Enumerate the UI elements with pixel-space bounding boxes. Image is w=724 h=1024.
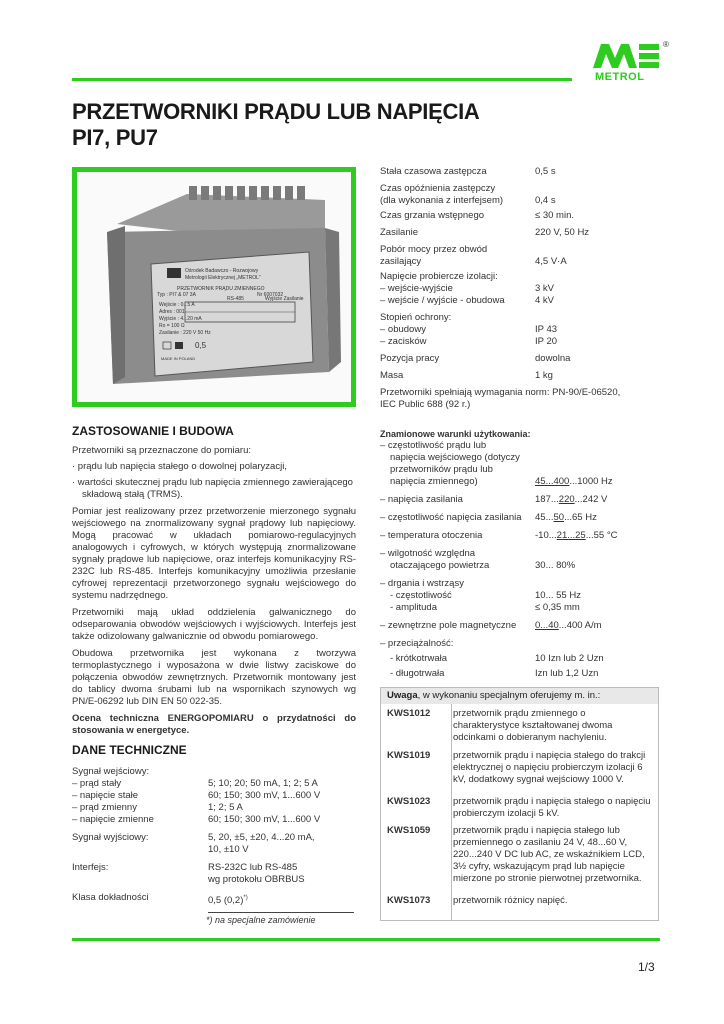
page-title: PRZETWORNIKI PRĄDU LUB NAPIĘCIA PI7, PU7 (72, 99, 480, 150)
label-line10: Zasilanie : 220 V 50 Hz (159, 330, 211, 336)
intro-text: Przetworniki są przeznaczone do pomiaru: (72, 445, 252, 456)
spec-row: (dla wykonania z interfejsem) 0,4 s (380, 195, 556, 206)
paragraph-housing: Obudowa przetwornika jest wykonana z tworzywa termoplastycznego i wyposażona w dwie listwy zaciskowe do połączenia obwodów zewnętrznych. Przetwornik montowany jest do tablicy dwoma śrubami lub na wspornikach szynowych wg PN/E-06292 lub DIN EN 50 022-35. (72, 648, 356, 707)
logo-text: METROL (595, 71, 645, 83)
conditions-title: Znamionowe warunki użytkowania: (380, 429, 531, 439)
page-number: 1/3 (638, 960, 655, 974)
cond-row: – napięcia zasilania 187...220...242 V (380, 494, 608, 505)
spec-row: – prąd zmienny 1; 2; 5 A (72, 802, 243, 813)
device-illustration (77, 172, 351, 402)
norms-line: Przetworniki spełniają wymagania norm: PN-90/E-06520, (380, 387, 621, 398)
spec-row: Klasa dokładności 0,5 (0,2)*) (72, 892, 248, 907)
cond-row: – zewnętrzne pole magnetyczne 0...40...400 A/m (380, 620, 602, 631)
cond-row: – przeciążalność: (380, 638, 454, 649)
cond-row: napięcia wejściowego (dotyczy (390, 452, 520, 463)
top-rule (72, 78, 572, 81)
spec-row: Pozycja pracy dowolna (380, 353, 571, 364)
cond-row: - amplituda ≤ 0,35 mm (390, 602, 580, 613)
section-title-application: ZASTOSOWANIE I BUDOWA (72, 424, 234, 438)
label-line2: Metrologii Elektrycznej „METROL” (185, 275, 261, 281)
spec-row: Stała czasowa zastępcza 0,5 s (380, 166, 556, 177)
label-line14: MADE IN POLAND (161, 356, 196, 361)
cond-row: – temperatura otoczenia -10...21...25...55 °C (380, 530, 618, 541)
note-header: Uwaga, w wykonaniu specjalnym oferujemy m. in.: (381, 688, 658, 704)
label-line1: Ośrodek Badawczo - Rozwojowy (185, 268, 259, 274)
spec-row: – zacisków IP 20 (380, 336, 558, 347)
label-line12: Wyjście Zasilanie (265, 296, 304, 302)
paragraph-measurement: Pomiar jest realizowany przez przetworzenie mierzonego sygnału wejściowego na znormalizowany sygnał prądowy lub napięciowy. Mogą pracować w układach pomiarowo-regulacyjnych analogowych i cyfrowych, w których występują znormalizowane sygnały prądowe lub napięciowe, oraz interfejs komunikacyjny RS-232C lub RS-485. Interfejs komunikacyjny umożliwia przesłanie cyfrowej reprezentacji przetworzonego sygnału wejściowego do systemu nadrzędnego. (72, 506, 356, 601)
spec-row: Napięcie probiercze izolacji: (380, 271, 498, 282)
spec-row: Sygnał wyjściowy: 5, 20, ±5, ±20, 4...20 mA, (72, 832, 315, 843)
cond-row: - krótkotrwała 10 Izn lub 2 Uzn (390, 653, 604, 664)
spec-row: – wejście-wyjście 3 kV (380, 283, 555, 294)
special-versions-box (380, 687, 659, 921)
footnote-rule (208, 912, 354, 913)
section-title-specs: DANE TECHNICZNE (72, 743, 187, 757)
note-item: KWS1023 przetwornik prądu i napięcia stałego o napięciu probierczym izolacji 5 kV. (387, 796, 651, 819)
label-line7: Adres : 001 (159, 309, 185, 315)
cond-row: – częstotliwość napięcia zasilania 45...50...65 Hz (380, 512, 597, 523)
label-line6: Wejście : 0...5 A (159, 302, 195, 308)
cond-row: – częstotliwość prądu lub (380, 440, 487, 451)
right-specs (380, 166, 660, 411)
device-photo (72, 167, 356, 407)
note-item: KWS1073 przetwornik różnicy napięć. (387, 895, 568, 906)
spec-row: Zasilanie 220 V, 50 Hz (380, 227, 590, 238)
spec-row: Czas opóźnienia zastępczy (380, 183, 496, 194)
spec-row: Pobór mocy przez obwód (380, 244, 488, 255)
cond-row: – wilgotność względna (380, 548, 476, 559)
bullet-trms-2: składową stałą (TRMS). (82, 489, 183, 500)
spec-row: Czas grzania wstępnego ≤ 30 min. (380, 210, 575, 221)
label-line11: RS-485 (227, 296, 244, 302)
cond-row: - długotrwała Izn lub 1,2 Uzn (390, 668, 599, 679)
bullet-dc: · prądu lub napięcia stałego o dowolnej polaryzacji, (72, 461, 287, 472)
note-item: KWS1019 przetwornik prądu i napięcia stałego do trakcji elektrycznej o napięciu probierczym izolacji 6 kV, dodatkowy sygnał wejściowy 1000 V. (387, 750, 646, 785)
spec-row: – wejście / wyjście - obudowa 4 kV (380, 295, 555, 306)
cond-row: – drgania i wstrząsy (380, 578, 464, 589)
spec-row: 10, ±10 V (208, 844, 249, 855)
label-line4: Typ : PI7 & 07 3A (157, 292, 196, 298)
note-item: KWS1012 przetwornik prądu zmiennego o charakterystyce kształtowanej dwoma odcinkami o dobieranym nachyleniu. (387, 708, 613, 743)
note-item: KWS1059 przetwornik prądu i napięcia stałego lub przemiennego o zasilaniu 24 V, 48...60 V, 220...240 V DC lub AC, ze wskaźnikiem LCD, 3½ cyfry, wskazującym prąd lub napięcie mierzone po stronie pierwotnej przetwornika. (387, 825, 645, 884)
spec-row: wg protokołu OBRBUS (208, 874, 305, 885)
paragraph-energopomiar: Ocena techniczna ENERGOPOMIARU o przydatności do stosowania w energetyce. (72, 713, 356, 736)
footnote: *) na specjalne zamówienie (206, 915, 316, 925)
cond-row: otaczającego powietrza 30... 80% (390, 560, 576, 571)
spec-row: Stopień ochrony: (380, 312, 452, 323)
spec-row: – napięcie stałe 60; 150; 300 mV, 1...600 V (72, 790, 321, 801)
cond-row: - częstotliwość 10... 55 Hz (390, 590, 581, 601)
spec-row: zasilający 4,5 V·A (380, 256, 567, 267)
conditions (380, 428, 660, 680)
paragraph-isolation: Przetworniki mają układ oddzielenia galwanicznego do odseparowania obwodów wejściowych i wyjściowych. Interfejs jest także odizolowany galwanicznie od obwodu pomiarowego. (72, 607, 356, 642)
label-line8: Wyjście : 4...20 mA (159, 316, 202, 322)
norms-line: IEC Public 688 (92 r.) (380, 399, 471, 410)
tech-data (72, 766, 356, 907)
registered-mark: ® (663, 40, 669, 49)
label-line5: Nr 6007032 (257, 292, 284, 298)
bottom-rule (72, 938, 660, 941)
label-line9: Ro = 100 Ω (159, 323, 185, 329)
spec-row: Interfejs: RS-232C lub RS-485 (72, 862, 298, 873)
label-line13: 0,5 (195, 341, 207, 350)
label-line3: PRZETWORNIK PRĄDU ZMIENNEGO (177, 286, 265, 292)
cond-row: napięcia zmiennego) 45...400...1000 Hz (390, 476, 613, 487)
bullet-trms-1: · wartości skutecznej prądu lub napięcia zmiennego zawierającego (72, 477, 353, 488)
application-body (72, 445, 356, 757)
input-signal-label: Sygnał wejściowy: (72, 766, 150, 777)
section-application (72, 424, 356, 438)
spec-row: – napięcie zmienne 60; 150; 300 mV, 1...600 V (72, 814, 321, 825)
spec-row: – prąd stały 5; 10; 20; 50 mA, 1; 2; 5 A (72, 778, 318, 789)
cond-row: przetworników prądu lub (390, 464, 493, 475)
spec-row: Masa 1 kg (380, 370, 553, 381)
spec-row: – obudowy IP 43 (380, 324, 558, 335)
